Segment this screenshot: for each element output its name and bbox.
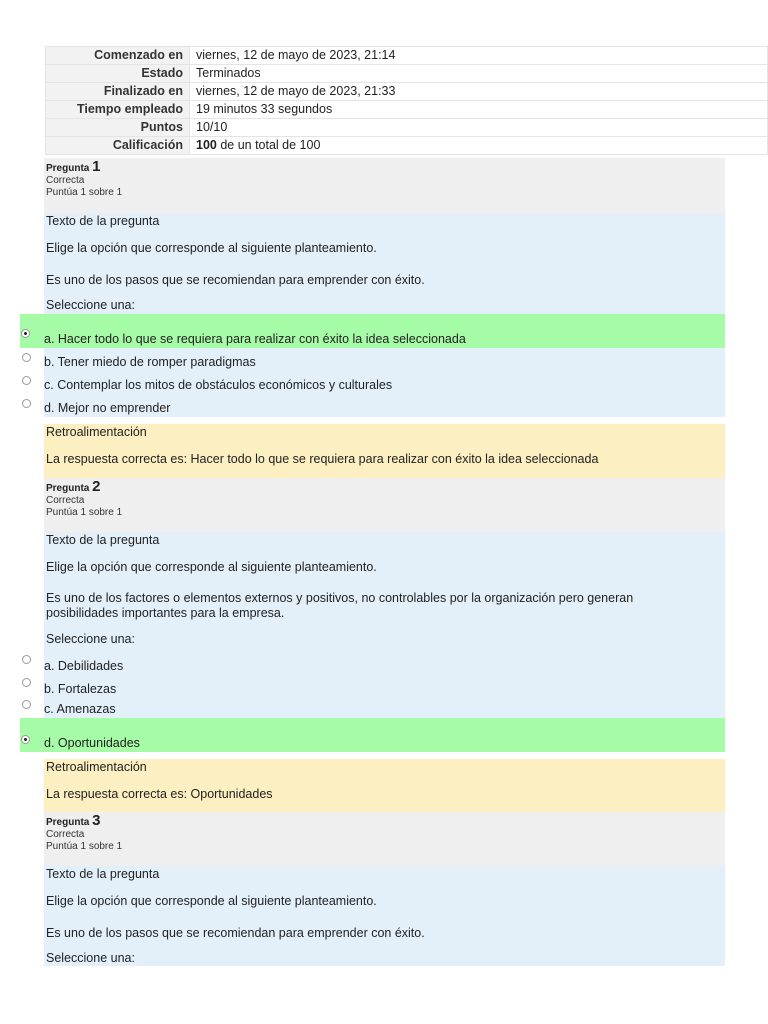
question-statement-line-2: posibilidades importantes para la empresa. — [46, 606, 285, 620]
answer-option-label: b. Fortalezas — [44, 682, 117, 696]
radio-icon[interactable] — [22, 678, 31, 687]
summary-row-started — [46, 47, 768, 65]
select-prompt: Seleccione una: — [46, 951, 135, 965]
answer-option-c[interactable] — [44, 698, 725, 718]
question-number-value: 2 — [92, 478, 101, 495]
answer-option-c[interactable] — [44, 371, 725, 394]
answer-option-b[interactable] — [44, 348, 725, 371]
summary-label: Calificación — [46, 137, 190, 155]
summary-value: Terminados — [190, 65, 768, 83]
question-statement: Es uno de los pasos que se recomiendan para emprender con éxito. — [46, 926, 425, 940]
radio-icon[interactable] — [22, 376, 31, 385]
question-2-feedback — [44, 759, 725, 812]
select-prompt: Seleccione una: — [46, 298, 135, 312]
question-text-heading: Texto de la pregunta — [46, 214, 160, 228]
feedback-text: La respuesta correcta es: Oportunidades — [46, 787, 273, 801]
radio-icon[interactable] — [22, 399, 31, 408]
summary-label: Comenzado en — [46, 47, 190, 65]
feedback-heading: Retroalimentación — [46, 760, 147, 774]
question-number — [46, 158, 723, 175]
question-1-info — [44, 158, 725, 213]
question-text-heading: Texto de la pregunta — [46, 533, 160, 547]
answer-option-label: a. Debilidades — [44, 659, 124, 673]
radio-selected-icon[interactable] — [21, 735, 30, 744]
summary-row-points — [46, 119, 768, 137]
answer-option-d[interactable] — [44, 394, 725, 417]
question-instruction: Elige la opción que corresponde al siguiente planteamiento. — [46, 560, 377, 574]
question-number-value: 3 — [92, 812, 101, 829]
question-3-text-box — [44, 866, 725, 966]
question-prefix: Pregunta — [46, 163, 90, 174]
question-2-text-box — [44, 532, 725, 652]
question-instruction: Elige la opción que corresponde al siguiente planteamiento. — [46, 241, 377, 255]
radio-icon[interactable] — [22, 655, 31, 664]
grade-value: 100 — [196, 138, 217, 152]
select-prompt: Seleccione una: — [46, 632, 135, 646]
answer-option-a[interactable] — [44, 652, 725, 675]
answer-option-label: b. Tener miedo de romper paradigmas — [44, 355, 256, 369]
question-score: Puntúa 1 sobre 1 — [46, 187, 123, 198]
grade-total: de un total de 100 — [216, 138, 321, 152]
summary-row-time — [46, 101, 768, 119]
feedback-text: La respuesta correcta es: Hacer todo lo que se requiera para realizar con éxito la idea seleccionada — [46, 452, 599, 466]
question-number — [46, 812, 723, 829]
summary-row-state — [46, 65, 768, 83]
question-1-feedback — [44, 424, 725, 478]
question-score: Puntúa 1 sobre 1 — [46, 507, 123, 518]
question-instruction: Elige la opción que corresponde al siguiente planteamiento. — [46, 894, 377, 908]
question-number — [46, 478, 723, 495]
summary-value: 19 minutos 33 segundos — [190, 101, 768, 119]
summary-value: 10/10 — [190, 119, 768, 137]
summary-label: Estado — [46, 65, 190, 83]
attempt-summary-table — [45, 46, 768, 155]
question-2-info — [44, 478, 725, 532]
answer-option-a[interactable] — [20, 314, 725, 348]
summary-label: Tiempo empleado — [46, 101, 190, 119]
question-status: Correcta — [46, 175, 85, 186]
summary-value: viernes, 12 de mayo de 2023, 21:33 — [190, 83, 768, 101]
answer-option-label: c. Contemplar los mitos de obstáculos económicos y culturales — [44, 378, 393, 392]
answer-option-b[interactable] — [44, 675, 725, 698]
answer-option-label: d. Mejor no emprender — [44, 401, 171, 415]
question-statement-line-1: Es uno de los factores o elementos externos y positivos, no controlables por la organización pero generan — [46, 591, 634, 605]
question-statement: Es uno de los pasos que se recomiendan para emprender con éxito. — [46, 273, 425, 287]
summary-row-finished — [46, 83, 768, 101]
answer-option-label: d. Oportunidades — [44, 736, 140, 750]
summary-value: viernes, 12 de mayo de 2023, 21:14 — [190, 47, 768, 65]
question-status: Correcta — [46, 495, 85, 506]
summary-label: Finalizado en — [46, 83, 190, 101]
question-prefix: Pregunta — [46, 483, 90, 494]
answer-option-label: a. Hacer todo lo que se requiera para realizar con éxito la idea seleccionada — [44, 332, 466, 346]
question-1-text-box — [44, 213, 725, 314]
summary-row-grade — [46, 137, 768, 155]
answer-option-d[interactable] — [20, 718, 725, 752]
radio-icon[interactable] — [22, 700, 31, 709]
feedback-heading: Retroalimentación — [46, 425, 147, 439]
radio-icon[interactable] — [22, 353, 31, 362]
radio-selected-icon[interactable] — [21, 329, 30, 338]
question-text-heading: Texto de la pregunta — [46, 867, 160, 881]
question-number-value: 1 — [92, 158, 101, 175]
summary-label: Puntos — [46, 119, 190, 137]
question-prefix: Pregunta — [46, 817, 90, 828]
summary-value — [190, 137, 768, 155]
question-score: Puntúa 1 sobre 1 — [46, 841, 123, 852]
question-status: Correcta — [46, 829, 85, 840]
answer-option-label: c. Amenazas — [44, 702, 116, 716]
question-3-info — [44, 812, 725, 866]
